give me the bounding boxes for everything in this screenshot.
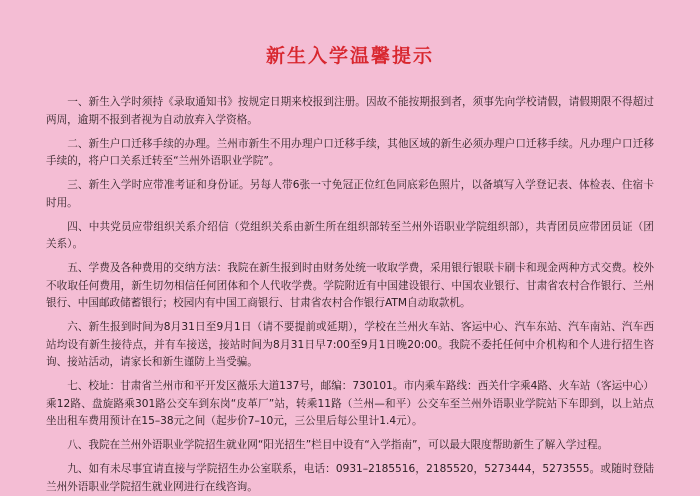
notice-item-9: 九、如有未尽事宜请直接与学院招生办公室联系，电话：0931–2185516，2185520，5273444，5273555。或随时登陆兰州外语职业学院招生就业网进行在线咨询。 xyxy=(46,463,654,493)
notice-item-8: 八、我院在兰州外语职业学院招生就业网“阳光招生”栏目中设有“入学指南”，可以最大限度帮助新生了解入学过程。 xyxy=(67,439,609,451)
notice-item-2: 二、新生户口迁移手续的办理。兰州市新生不用办理户口迁移手续，其他区域的新生必须办理户口迁移手续。凡办理户口迁移手续的，将户口关系迁转至“兰州外语职业学院”。 xyxy=(46,137,654,167)
notice-item-1: 一、新生入学时须持《录取通知书》按规定日期来校报到注册。因故不能按期报到者，须事先向学校请假，请假期限不得超过两周，逾期不报到者视为自动放弃入学资格。 xyxy=(46,96,654,126)
notice-item-3: 三、新生入学时应带准考证和身份证。另每人带6张一寸免冠正位红色同底彩色照片，以备填写入学登记表、体检表、住宿卡时用。 xyxy=(46,179,654,209)
notice-item-4: 四、中共党员应带组织关系介绍信（党组织关系由新生所在组织部转至兰州外语职业学院组织部），共青团员应带团员证（团关系）。 xyxy=(46,220,654,250)
notice-body xyxy=(46,94,654,496)
notice-item-5: 五、学费及各种费用的交纳方法：我院在新生报到时由财务处统一收取学费，采用银行银联卡刷卡和现金两种方式交费。校外不收取任何费用，新生切勿相信任何团体和个人代收学费。学院附近有中国建设银行、中国农业银行、甘肃省农村合作银行、兰州银行、中国邮政储蓄银行；校园内有中国工商银行、甘肃省农村合作银行ATM自动取款机。 xyxy=(46,262,654,309)
notice-item-7: 七、校址：甘肃省兰州市和平开发区薇乐大道137号，邮编：730101。市内乘车路线：西关什字乘4路、火车站（客运中心）乘12路、盘旋路乘301路公交车到东岗“皮革厂”站，转乘11路（兰州—和平）公交车至兰州外语职业学院站下车即到，以上站点坐出租车费用预计在15–38元之间（起步价7–10元，三公里后每公里计1.4元）。 xyxy=(46,380,654,427)
page-title: 新生入学温馨提示 xyxy=(265,45,434,67)
notice-item-6: 六、新生报到时间为8月31日至9月1日（请不要提前或延期），学校在兰州火车站、客运中心、汽车东站、汽车南站、汽车西站均设有新生接待点，并有车接送，接站时间为8月31日早7:00至9月1日晚20:00。我院不委托任何中介机构和个人进行招生咨询、接站活动，请家长和新生谨防上当受骗。 xyxy=(46,321,654,368)
